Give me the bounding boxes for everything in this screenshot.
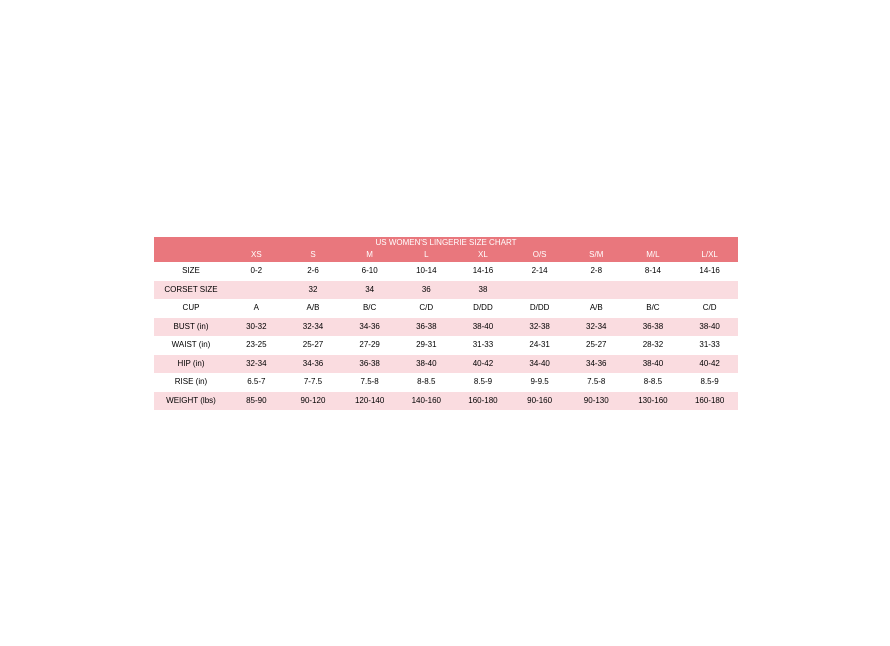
table-cell: 85-90 <box>228 392 285 411</box>
chart-title: US WOMEN'S LINGERIE SIZE CHART <box>154 237 738 248</box>
table-cell: 25-27 <box>285 336 342 355</box>
table-cell: 38-40 <box>398 355 455 374</box>
table-cell: 29-31 <box>398 336 455 355</box>
table-cell: 140-160 <box>398 392 455 411</box>
size-header-cell: L/XL <box>681 248 738 262</box>
size-header-cell: O/S <box>511 248 568 262</box>
row-label: HIP (in) <box>154 355 228 374</box>
size-header-row <box>154 248 738 262</box>
table-row <box>154 392 738 411</box>
table-cell: 40-42 <box>681 355 738 374</box>
table-cell <box>681 281 738 300</box>
size-chart-table <box>154 237 738 410</box>
table-cell: 31-33 <box>681 336 738 355</box>
size-header-cell: L <box>398 248 455 262</box>
table-cell: 10-14 <box>398 262 455 281</box>
table-cell: 32-34 <box>228 355 285 374</box>
size-chart-body <box>154 262 738 410</box>
size-header-cell: XL <box>455 248 512 262</box>
size-header-cell: M/L <box>625 248 682 262</box>
size-header-cell: S <box>285 248 342 262</box>
table-cell: 9-9.5 <box>511 373 568 392</box>
table-cell: 27-29 <box>341 336 398 355</box>
row-label: WAIST (in) <box>154 336 228 355</box>
table-cell: 34-40 <box>511 355 568 374</box>
row-label: SIZE <box>154 262 228 281</box>
table-cell: 8-8.5 <box>625 373 682 392</box>
table-cell: 8-14 <box>625 262 682 281</box>
table-cell: 28-32 <box>625 336 682 355</box>
table-cell: 38-40 <box>681 318 738 337</box>
table-cell: 23-25 <box>228 336 285 355</box>
table-row <box>154 299 738 318</box>
table-cell: 30-32 <box>228 318 285 337</box>
table-cell: A/B <box>568 299 625 318</box>
table-cell: 25-27 <box>568 336 625 355</box>
table-cell: 7.5-8 <box>341 373 398 392</box>
table-cell <box>625 281 682 300</box>
table-cell: 31-33 <box>455 336 512 355</box>
table-cell: 90-130 <box>568 392 625 411</box>
table-cell: 32-34 <box>568 318 625 337</box>
table-cell: 36-38 <box>398 318 455 337</box>
table-cell: 34-36 <box>341 318 398 337</box>
table-cell: 90-160 <box>511 392 568 411</box>
table-cell: 32 <box>285 281 342 300</box>
table-row <box>154 281 738 300</box>
table-row <box>154 318 738 337</box>
table-cell: 90-120 <box>285 392 342 411</box>
table-cell <box>568 281 625 300</box>
size-header-blank <box>154 248 228 262</box>
size-header-cell: M <box>341 248 398 262</box>
table-cell: 0-2 <box>228 262 285 281</box>
table-cell <box>228 281 285 300</box>
table-cell: 160-180 <box>455 392 512 411</box>
table-cell: 120-140 <box>341 392 398 411</box>
table-cell: 38-40 <box>625 355 682 374</box>
table-cell: 8.5-9 <box>455 373 512 392</box>
table-row <box>154 336 738 355</box>
table-cell: 40-42 <box>455 355 512 374</box>
row-label: CUP <box>154 299 228 318</box>
table-cell: 34 <box>341 281 398 300</box>
size-header-cell: XS <box>228 248 285 262</box>
table-cell: 160-180 <box>681 392 738 411</box>
row-label: WEIGHT (lbs) <box>154 392 228 411</box>
chart-title-row <box>154 237 738 248</box>
table-cell: D/DD <box>455 299 512 318</box>
row-label: BUST (in) <box>154 318 228 337</box>
table-cell: 34-36 <box>568 355 625 374</box>
table-cell: 130-160 <box>625 392 682 411</box>
table-cell: 6.5-7 <box>228 373 285 392</box>
table-cell: 32-38 <box>511 318 568 337</box>
table-cell: 2-14 <box>511 262 568 281</box>
table-cell: 34-36 <box>285 355 342 374</box>
table-cell: 14-16 <box>681 262 738 281</box>
table-cell: 6-10 <box>341 262 398 281</box>
table-cell: 7.5-8 <box>568 373 625 392</box>
table-cell: 32-34 <box>285 318 342 337</box>
table-cell: D/DD <box>511 299 568 318</box>
table-cell: 38 <box>455 281 512 300</box>
table-cell: 8-8.5 <box>398 373 455 392</box>
table-cell: 36-38 <box>625 318 682 337</box>
table-cell: C/D <box>681 299 738 318</box>
table-cell: B/C <box>341 299 398 318</box>
table-cell: B/C <box>625 299 682 318</box>
table-cell: 36 <box>398 281 455 300</box>
table-cell: 7-7.5 <box>285 373 342 392</box>
size-header-cell: S/M <box>568 248 625 262</box>
table-row <box>154 355 738 374</box>
table-row <box>154 373 738 392</box>
table-cell: 14-16 <box>455 262 512 281</box>
table-cell: A/B <box>285 299 342 318</box>
table-row <box>154 262 738 281</box>
row-label: CORSET SIZE <box>154 281 228 300</box>
table-cell: C/D <box>398 299 455 318</box>
row-label: RISE (in) <box>154 373 228 392</box>
table-cell: 38-40 <box>455 318 512 337</box>
table-cell: 2-8 <box>568 262 625 281</box>
table-cell: 2-6 <box>285 262 342 281</box>
table-cell: 8.5-9 <box>681 373 738 392</box>
table-cell <box>511 281 568 300</box>
table-cell: 24-31 <box>511 336 568 355</box>
table-cell: A <box>228 299 285 318</box>
table-cell: 36-38 <box>341 355 398 374</box>
